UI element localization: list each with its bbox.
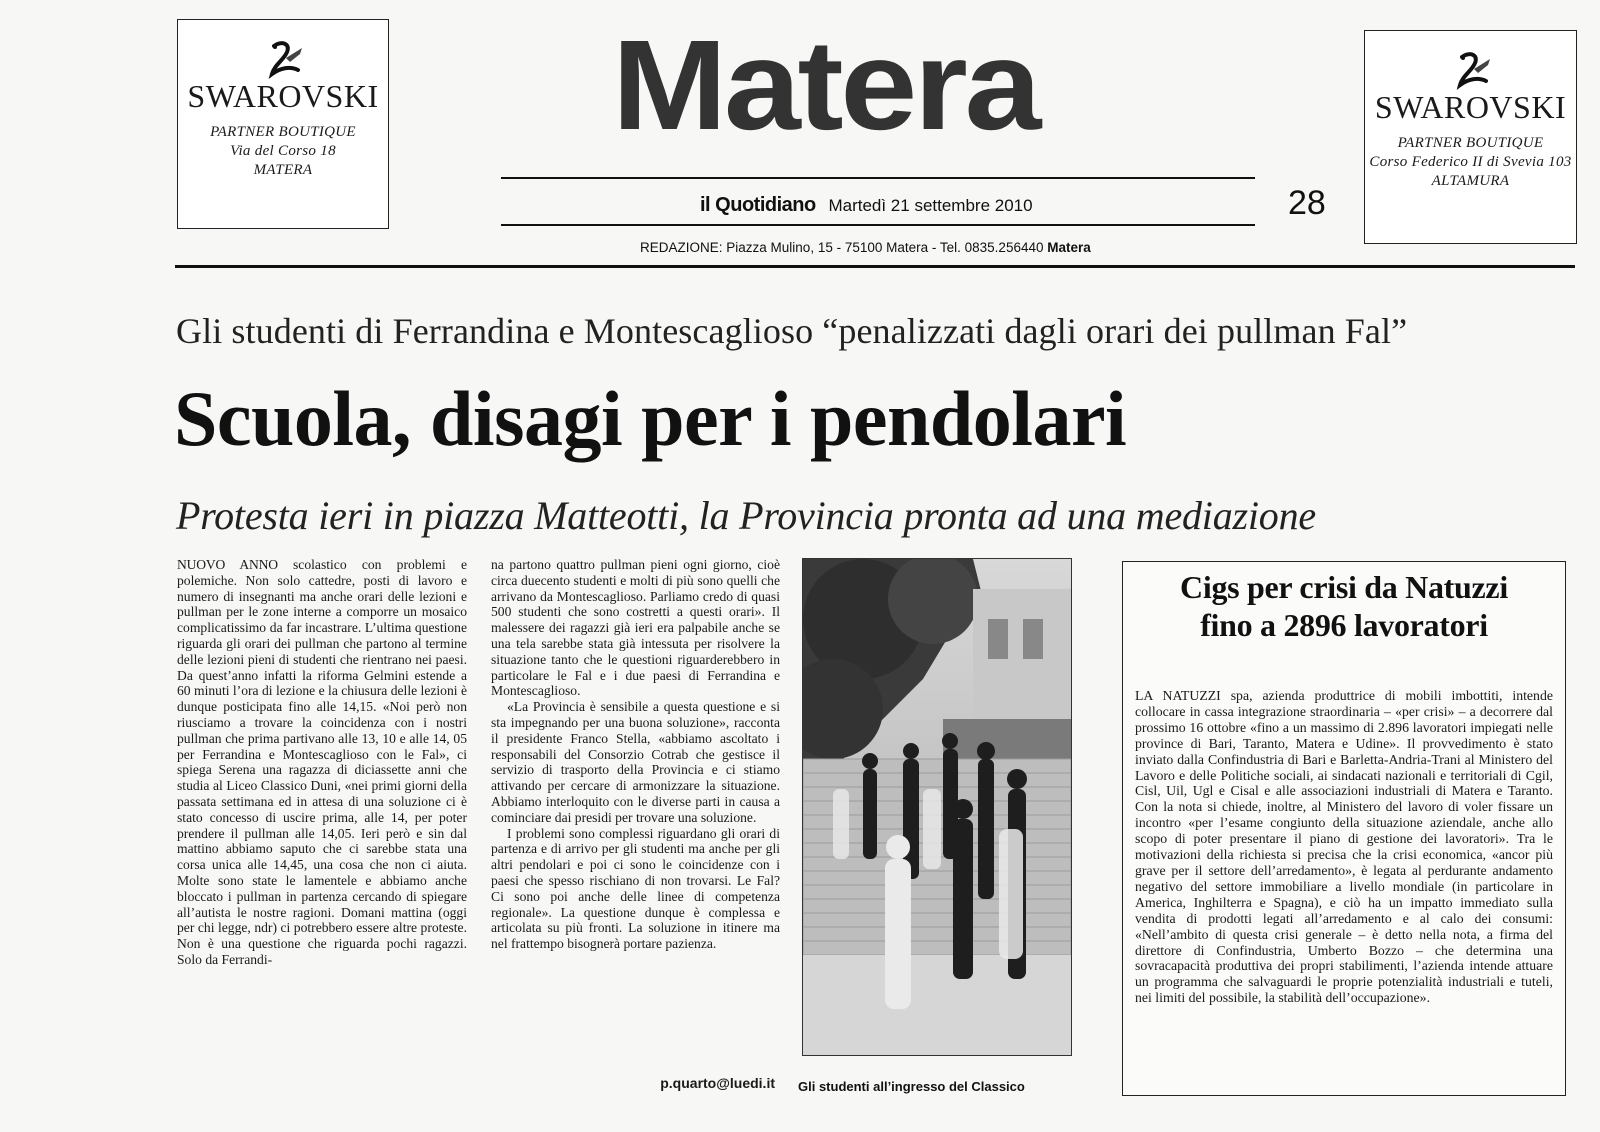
issue-date: Martedì 21 settembre 2010 xyxy=(828,196,1033,215)
ad-line: PARTNER BOUTIQUE xyxy=(1397,135,1544,151)
ad-brand: SWAROVSKI xyxy=(1374,89,1567,125)
box-title xyxy=(1123,568,1565,644)
redazione-address: Piazza Mulino, 15 - 75100 Matera - Tel. 0835.256440 xyxy=(726,240,1044,255)
article-subhead: Protesta ieri in piazza Matteotti, la Provincia pronta ad una mediazione xyxy=(176,493,1316,538)
ad-line: Corso Federico II di Svevia 103 xyxy=(1369,154,1572,170)
ad-line: PARTNER BOUTIQUE xyxy=(210,124,356,140)
article-paragraph: I problemi sono complessi riguardano gli orari di partenza e di arrivo per gli studenti ma anche per gli altri pendolari e poi ci sono le coincidenze con i paesi che spesso rischiano di non trovarsi. Le Fal? Ci sono poi anche delle linee di competenza regionale». La questione dunque è complessa e articolata su più fronti. La soluzione in itinere ma nel frattempo bisognerà portare pazienza. xyxy=(491,825,780,952)
author-email: p.quarto@luedi.it xyxy=(660,1075,775,1091)
page-rule xyxy=(175,265,1575,268)
box-lead-caps: LA NATUZZI xyxy=(1135,688,1221,703)
newspaper-name: il Quotidiano xyxy=(700,194,816,216)
swan-logo-icon xyxy=(260,38,306,82)
box-body xyxy=(1123,688,1565,1006)
box-paragraph: LA NATUZZI spa, azienda produttrice di mobili imbottiti, intende collocare in cassa integrazione straordinaria – «per crisi» – a decorrere dal prossimo 16 ottobre «fino a un massimo di 2.896 lavoratori impiegati nelle province di Bari, Taranto, Matera e Udine». Il provvedimento è stato inviato dalla Confindustria di Bari e Barletta-Andria-Trani al Ministero del Lavoro e delle Politiche sociali, ai sindacati nazionali e territoriali di Cgil, Cisl, Uil, Ugl e Cisal e alle associazioni industriali di Matera e Taranto. Con la nota si chiede, inoltre, al Ministero del lavoro di voler fissare un incontro «per l’esame congiunto della situazione aziendale, anche allo scopo di poter presentare il piano di gestione dei lavoratori». Tra le motivazioni della richiesta si precisa che la crisi economica, «ancor più grave per il settore dell’arredamento», è legata al perdurante andamento negativo del settore immobiliare a livello mondiale (in particolare in America, Inghilterra e Spagna), e ciò ha un impatto immediato sulla vendita di prodotti legati all’arredamento e al calo dei consumi: «Nell’ambito di questa crisi generale – è detto nella nota, a firma del direttore di Confindustria, Umberto Bozzo – che determina una sovracapacità produttiva dei propri stabilimenti, l’azienda intende attuare un programma che salvaguardi le proprie potenzialità industriali e tuteli, nei limiti del possibile, la stabilità dell’occupazione». xyxy=(1135,688,1553,1006)
redazione-city: Matera xyxy=(1047,240,1091,255)
section-title: Matera xyxy=(612,14,1039,157)
ad-line: MATERA xyxy=(253,162,313,178)
sidebar-article-box xyxy=(1122,561,1566,1096)
ad-left xyxy=(177,19,389,229)
masthead-rule-top xyxy=(501,177,1255,179)
students-photo-illustration xyxy=(803,559,1071,1055)
page-number: 28 xyxy=(1288,184,1326,222)
ad-brand: SWAROVSKI xyxy=(187,78,379,114)
ad-line: ALTAMURA xyxy=(1431,173,1510,189)
box-title-line: fino a 2896 lavoratori xyxy=(1200,607,1488,643)
swan-logo-icon xyxy=(1448,49,1494,93)
photo-caption: Gli studenti all’ingresso del Classico xyxy=(798,1079,1025,1094)
lead-caps: NUOVO ANNO xyxy=(177,557,278,572)
masthead-rule-bottom xyxy=(501,224,1255,226)
article-kicker: Gli studenti di Ferrandina e Montescaglioso “penalizzati dagli orari dei pullman Fal” xyxy=(176,311,1408,351)
box-title-line: Cigs per crisi da Natuzzi xyxy=(1180,569,1508,605)
ad-line: Via del Corso 18 xyxy=(230,143,336,159)
ad-right xyxy=(1364,30,1577,244)
redazione-line xyxy=(640,240,1091,255)
article-paragraph: «La Provincia è sensibile a questa questione e si sta impegnando per una buona soluzione», racconta il presidente Franco Stella, «abbiamo ascoltato i responsabili del Consorzio Cotrab che gestisce il servizio di trasporto della Provincia e ci stiamo attivando per cercare di armonizzare la situazione. Abbiamo interloquito con le diverse parti in causa a cominciare dai presidi per trovare una soluzione. xyxy=(491,699,780,825)
article-headline: Scuola, disagi per i pendolari xyxy=(174,375,1127,462)
article-column-2 xyxy=(491,557,780,952)
masthead-dateline xyxy=(700,194,1033,217)
article-paragraph: na partono quattro pullman pieni ogni giorno, cioè circa duecento studenti e molti di più sono quelli che arrivano da Montescaglioso. Parliamo credo di quasi 500 studenti che sono costretti a questi orari». Il malessere dei ragazzi già ieri era palpabile anche se una tela sarebbe stata già intessuta per risolvere la situazione tanto che le questioni riguarderebbero in particolare le Fal e i due paesi di Ferrandina e Montescaglioso. xyxy=(491,557,780,699)
article-column-1 xyxy=(177,557,467,968)
redazione-label: REDAZIONE: xyxy=(640,240,723,255)
article-paragraph: NUOVO ANNO scolastico con problemi e polemiche. Non solo cattedre, posti di lavoro e numero di insegnanti ma anche orari delle lezioni e pullman per le zone interne a comporre un mosaico complicatissimo da far incastrare. L’ultima questione riguarda gli orari dei pullman che partono al termine delle lezioni pieni di studenti che rientrano nei paesi. Da quest’anno infatti la riforma Gelmini estende a 60 minuti l’ora di lezione e la chiusura delle lezioni è dunque posticipata fino alle 14,15. «Noi però non riusciamo a trovare la coincidenza con i nostri pullman che prima partivano alle 13, 10 e alle 14, 05 per Ferrandina e Montescaglioso con le Fal», ci spiega Serena una ragazza di diciassette anni che studia al Liceo Classico Duni, «nei primi giorni della passata settimana ed in attesa di una soluzione ci è stato concesso di uscire prima, alle 14, per poter prendere il pullman alle 14,05. Ieri però e sin dal mattino abbiamo saputo che ci sarebbe stata una corsa unica alle 14,45, una cosa che non ci aiuta. Molte sono state le lamentele e abbiamo anche bloccato i pullman in partenza cercando di spiegare all’autista le nostre ragioni. Domani mattina (oggi per chi legge, ndr) ci potrebbero essere altre proteste. Non è una questione che riguarda pochi ragazzi. Solo da Ferrandi- xyxy=(177,557,467,967)
article-photo xyxy=(802,558,1072,1056)
